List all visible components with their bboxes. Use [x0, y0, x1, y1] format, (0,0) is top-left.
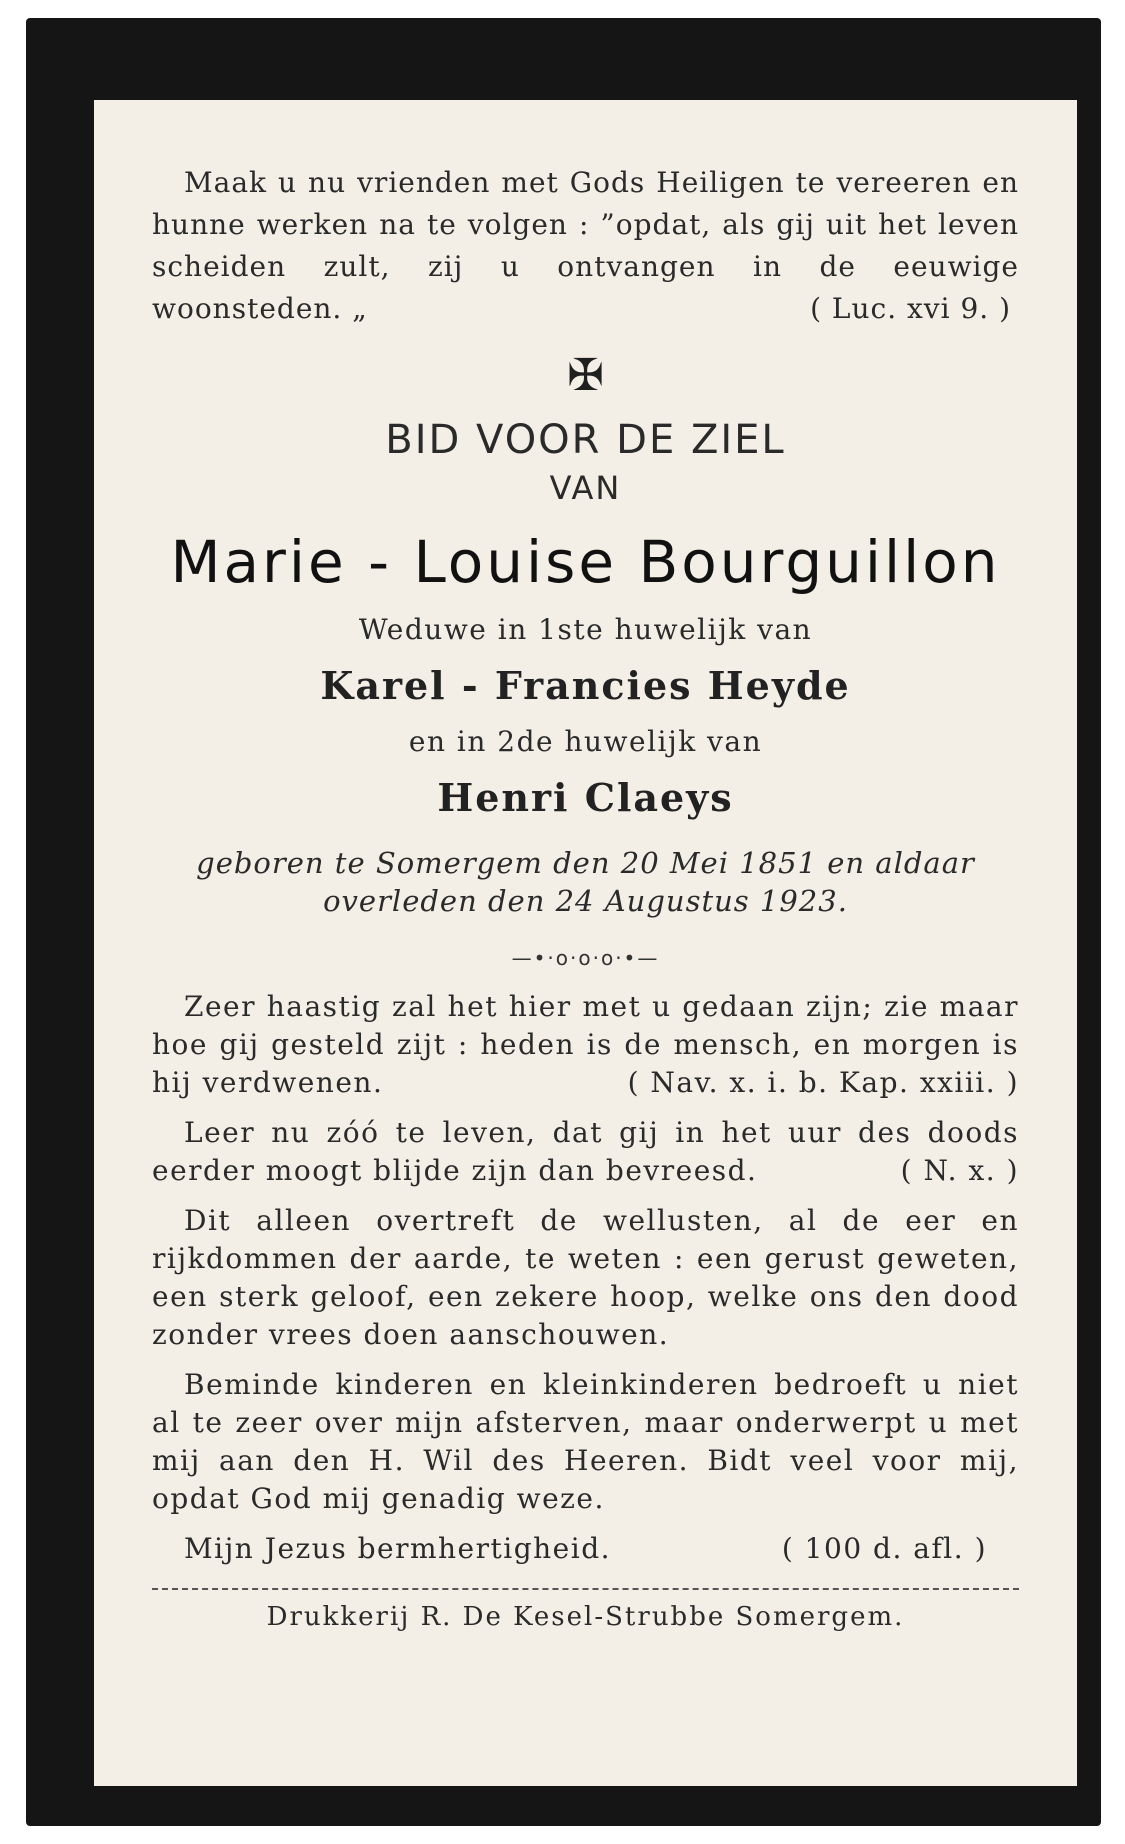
second-spouse-name: Henri Claeys: [437, 775, 734, 820]
first-marriage-label: Weduwe in 1ste huwelijk van: [358, 613, 813, 646]
paragraph-text: Zeer haastig zal het hier met u gedaan zijn; zie maar hoe gij gesteld zijt : heden is de mensch, en morgen is hij verdwenen.: [152, 990, 1019, 1099]
divider-rule: [152, 1588, 1019, 1590]
paragraph-text: Leer nu zóó te leven, dat gij in het uur des doods eerder moogt blijde zijn dan bevreesd.: [152, 1116, 1019, 1187]
opening-quote-text: Maak u nu vrienden met Gods Heiligen te vereeren en hunne werken na te volgen : ”opdat, als gij uit het leven scheiden zult, zij u ontvangen in de eeuwige woonsteden. „: [152, 166, 1019, 325]
ornament-divider: —•·o·o·o·•—: [511, 946, 660, 970]
first-spouse-name: Karel - Francies Heyde: [320, 663, 851, 708]
indulgence-note: ( 100 d. afl. ): [781, 1532, 987, 1565]
opening-quote: [152, 162, 1019, 330]
closing-line: [152, 1530, 1019, 1568]
paragraph-text: Dit alleen overtreft de wellusten, al de eer en rijkdommen der aarde, te weten : een gerust geweten, een sterk geloof, een zekere hoop, welke ons den dood zonder vrees doen aanschouwen.: [152, 1204, 1019, 1351]
cross-icon: ✠: [567, 350, 604, 401]
closing-prayer: Mijn Jezus bermhertigheid.: [184, 1532, 612, 1565]
printer-credit: Drukkerij R. De Kesel-Strubbe Somergem.: [266, 1602, 905, 1632]
prayer-heading-van: VAN: [549, 469, 622, 507]
prayer-heading: BID VOOR DE ZIEL: [385, 417, 786, 463]
birth-death-dates: geboren te Somergem den 20 Mei 1851 en aldaar overleden den 24 Augustus 1923.: [196, 846, 975, 918]
memorial-card: [26, 18, 1101, 1826]
paragraph: [152, 1202, 1019, 1354]
paragraph: [152, 988, 1019, 1102]
paragraph-reference: ( N. x. ): [900, 1154, 1019, 1187]
paragraph: [152, 1114, 1019, 1190]
second-marriage-label: en in 2de huwelijk van: [408, 725, 763, 758]
deceased-name: Marie - Louise Bourguillon: [170, 528, 1001, 596]
card-paper: [94, 100, 1077, 1786]
paragraph-text: Beminde kinderen en kleinkinderen bedroeft u niet al te zeer over mijn afsterven, maar onderwerpt u met mij aan den H. Wil des Heeren. Bidt veel voor mij, opdat God mij genadig weze.: [152, 1368, 1019, 1515]
opening-quote-reference: ( Luc. xvi 9. ): [810, 292, 1011, 325]
paragraph-reference: ( Nav. x. i. b. Kap. xxiii. ): [627, 1066, 1019, 1099]
paragraph: [152, 1366, 1019, 1518]
